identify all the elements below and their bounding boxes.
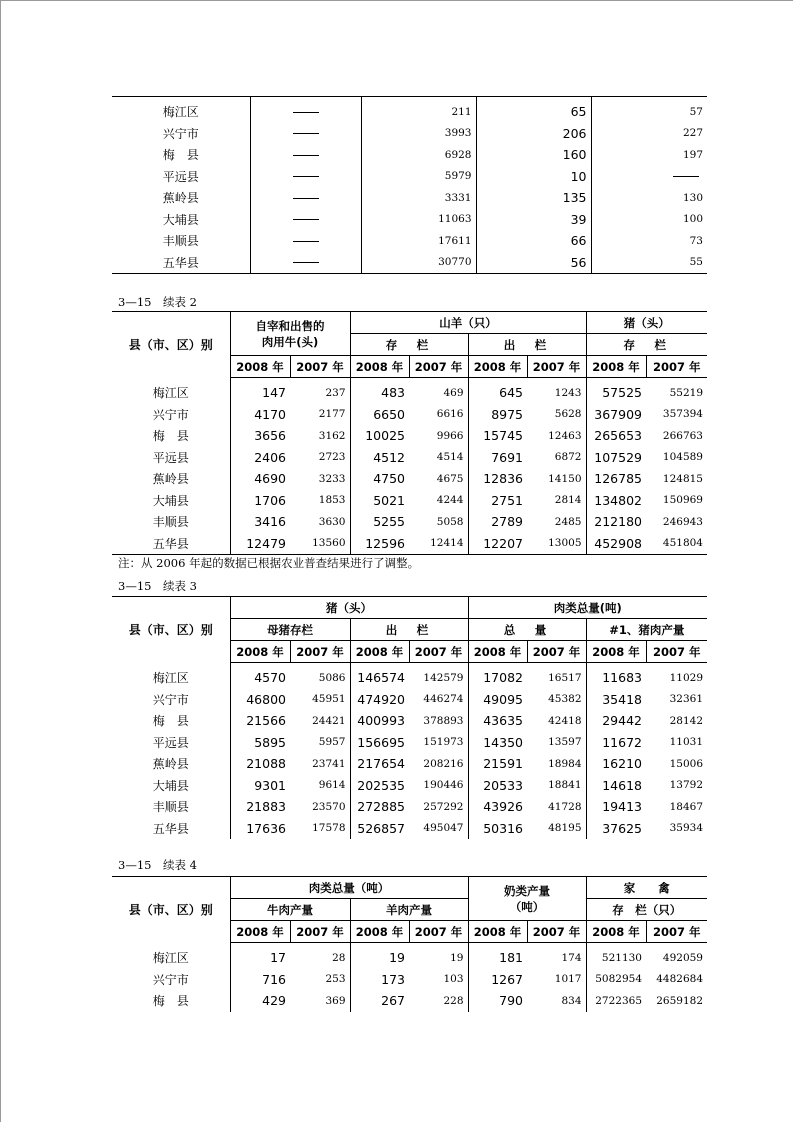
cell: 17636	[230, 818, 290, 840]
table-row	[112, 490, 707, 512]
cell: 211	[361, 97, 476, 123]
cell: 12207	[468, 533, 527, 555]
cell: 107529	[586, 447, 646, 469]
cell: 474920	[350, 689, 409, 711]
cell: 21088	[230, 753, 290, 775]
cell: 11683	[586, 663, 646, 689]
cell: 41728	[548, 800, 582, 813]
cell: 32361	[669, 693, 704, 706]
year-header: 2007 年	[646, 356, 707, 378]
cell: 124815	[662, 472, 703, 485]
county-name: 蕉岭县	[152, 472, 189, 487]
cell: 9614	[318, 779, 346, 792]
table-1-continued	[112, 96, 707, 274]
cell: 49095	[468, 689, 527, 711]
cell: 45951	[312, 693, 346, 706]
cell: 50316	[468, 818, 527, 840]
cell: 2814	[554, 494, 582, 507]
table-3	[112, 596, 707, 839]
cell: 151973	[423, 736, 464, 749]
cell: 4170	[230, 404, 290, 426]
cell: 16517	[548, 671, 582, 684]
cell: 378893	[423, 714, 464, 727]
cell: 190446	[423, 779, 464, 792]
year-header: 2008 年	[230, 356, 290, 378]
cell: 1243	[554, 386, 582, 399]
dash-cell	[250, 123, 361, 145]
cell: 19	[450, 951, 464, 964]
cell: 2485	[554, 515, 582, 528]
cell: 13560	[312, 537, 346, 550]
cell: 400993	[350, 710, 409, 732]
cell: 20533	[468, 775, 527, 797]
county-name: 兴宁市	[152, 972, 189, 987]
cell: 17611	[361, 230, 476, 252]
county-name: 蕉岭县	[152, 757, 189, 772]
table-2-caption: 3—15 续表 2	[118, 295, 197, 309]
cell: 446274	[423, 693, 464, 706]
county-name: 兴宁市	[152, 692, 189, 707]
cell: 150969	[662, 494, 703, 507]
cell: 202535	[350, 775, 409, 797]
cell: 30770	[361, 252, 476, 274]
cell: 1267	[468, 969, 527, 991]
cell: 57	[591, 97, 707, 123]
table-row	[112, 468, 707, 490]
cell: 4512	[350, 447, 409, 469]
row-header: 县（市、区）别	[112, 312, 230, 378]
subheader-mutton-output: 羊肉产量	[350, 899, 468, 921]
table-row	[112, 230, 707, 252]
table-2	[112, 311, 707, 555]
dash-cell	[250, 187, 361, 209]
table-row	[112, 166, 707, 188]
cell: 208216	[423, 757, 464, 770]
cell: 73	[591, 230, 707, 252]
county-name: 梅江区	[152, 671, 189, 685]
county-name: 兴宁市	[162, 126, 199, 141]
cell: 43926	[468, 796, 527, 818]
county-name: 兴宁市	[152, 407, 189, 422]
subheader-beef-output: 牛肉产量	[230, 899, 350, 921]
cell: 521130	[586, 943, 646, 969]
cell: 103	[443, 973, 464, 986]
table-row	[112, 187, 707, 209]
county-name: 五华县	[162, 255, 199, 270]
dash-cell	[250, 166, 361, 188]
cell: 14150	[548, 472, 582, 485]
cell: 19413	[586, 796, 646, 818]
year-header: 2008 年	[586, 356, 646, 378]
cell: 4482684	[656, 973, 703, 986]
page-edge-top	[0, 0, 793, 1]
table-row	[112, 943, 707, 969]
cell: 43635	[468, 710, 527, 732]
cell: 2723	[318, 451, 346, 464]
cell: 19	[350, 943, 409, 969]
cell: 142579	[423, 671, 464, 684]
subheader-slaughter: 出 栏	[468, 334, 586, 356]
cell: 10	[476, 166, 591, 188]
cell: 265653	[586, 425, 646, 447]
cell: 66	[476, 230, 591, 252]
county-name: 平远县	[152, 735, 189, 750]
cell: 48195	[548, 822, 582, 835]
cell: 237	[325, 386, 346, 399]
cell: 146574	[350, 663, 409, 689]
cell: 39	[476, 209, 591, 231]
cell: 483	[350, 378, 409, 404]
cell: 6872	[554, 451, 582, 464]
table-row	[112, 378, 707, 404]
cell: 5086	[318, 671, 346, 684]
cell: 14618	[586, 775, 646, 797]
cell: 12596	[350, 533, 409, 555]
table-row	[112, 123, 707, 145]
group-header-poultry: 家 禽	[586, 877, 707, 899]
cell: 267	[350, 990, 409, 1012]
county-name: 大埔县	[152, 493, 189, 508]
year-header: 2007 年	[290, 641, 350, 663]
year-header: 2007 年	[527, 356, 586, 378]
table-3-caption: 3—15 续表 3	[118, 579, 197, 593]
cell: 227	[591, 123, 707, 145]
county-name: 梅 县	[152, 429, 189, 444]
year-header: 2008 年	[350, 356, 409, 378]
cell: 11672	[586, 732, 646, 754]
county-name: 五华县	[152, 821, 189, 836]
cell: 3630	[318, 515, 346, 528]
year-header: 2007 年	[646, 921, 707, 943]
cell: 15006	[669, 757, 704, 770]
row-header: 县（市、区）别	[112, 597, 230, 663]
group-header-pig: 猪（头）	[230, 597, 468, 619]
year-header: 2008 年	[586, 921, 646, 943]
cell: 469	[443, 386, 464, 399]
cell: 228	[443, 994, 464, 1007]
cell: 9966	[436, 429, 464, 442]
cell: 266763	[662, 429, 703, 442]
cell: 716	[230, 969, 290, 991]
county-name: 大埔县	[152, 778, 189, 793]
cell: 8975	[468, 404, 527, 426]
cell: 147	[230, 378, 290, 404]
cell: 5255	[350, 511, 409, 533]
county-name: 平远县	[152, 450, 189, 465]
cell: 174	[561, 951, 582, 964]
cell: 5957	[318, 736, 346, 749]
cell: 2659182	[656, 994, 703, 1007]
cell: 367909	[586, 404, 646, 426]
cell: 2789	[468, 511, 527, 533]
subheader-stock: 存 栏	[350, 334, 468, 356]
cell: 14350	[468, 732, 527, 754]
cell: 12414	[430, 537, 464, 550]
cell: 492059	[662, 951, 703, 964]
cell: 18841	[548, 779, 582, 792]
cell: 13597	[548, 736, 582, 749]
cell: 57525	[586, 378, 646, 404]
subheader-pork-output: #1、猪肉产量	[586, 619, 707, 641]
table-row	[112, 97, 707, 123]
row-header: 县（市、区）别	[112, 877, 230, 943]
cell: 451804	[662, 537, 703, 550]
cell: 357394	[662, 408, 703, 421]
table-row	[112, 689, 707, 711]
cell: 12463	[548, 429, 582, 442]
cell: 3331	[361, 187, 476, 209]
cell: 173	[350, 969, 409, 991]
year-header: 2007 年	[290, 356, 350, 378]
cell: 42418	[548, 714, 582, 727]
table-row	[112, 732, 707, 754]
year-header: 2008 年	[230, 641, 290, 663]
cell: 5979	[361, 166, 476, 188]
subheader-slaughter: 出 栏	[350, 619, 468, 641]
year-header: 2007 年	[409, 641, 468, 663]
group-header-pig: 猪（头）	[586, 312, 707, 334]
group-header-beef: 自宰和出售的 肉用牛(头)	[230, 312, 350, 356]
cell: 181	[468, 943, 527, 969]
dash-cell	[250, 97, 361, 123]
year-header: 2008 年	[468, 356, 527, 378]
cell: 429	[230, 990, 290, 1012]
year-header: 2008 年	[468, 641, 527, 663]
cell: 10025	[350, 425, 409, 447]
county-name: 梅 县	[152, 994, 189, 1009]
cell: 12836	[468, 468, 527, 490]
cell: 2722365	[586, 990, 646, 1012]
cell: 13792	[669, 779, 704, 792]
dash-cell	[591, 166, 707, 188]
cell: 2406	[230, 447, 290, 469]
cell: 21591	[468, 753, 527, 775]
cell: 6616	[436, 408, 464, 421]
cell: 15745	[468, 425, 527, 447]
year-header: 2008 年	[350, 921, 409, 943]
cell: 2177	[318, 408, 346, 421]
table-row	[112, 990, 707, 1012]
cell: 24421	[312, 714, 346, 727]
cell: 5895	[230, 732, 290, 754]
table-row	[112, 710, 707, 732]
cell: 21566	[230, 710, 290, 732]
cell: 1853	[318, 494, 346, 507]
cell: 16210	[586, 753, 646, 775]
cell: 17578	[312, 822, 346, 835]
county-name: 大埔县	[162, 212, 199, 227]
cell: 17	[230, 943, 290, 969]
cell: 495047	[423, 822, 464, 835]
cell: 3993	[361, 123, 476, 145]
cell: 156695	[350, 732, 409, 754]
cell: 452908	[586, 533, 646, 555]
subheader-poultry-stock: 存 栏（只）	[586, 899, 707, 921]
cell: 12479	[230, 533, 290, 555]
cell: 46800	[230, 689, 290, 711]
group-header-meat-total: 肉类总量（吨）	[230, 877, 468, 899]
table-row	[112, 209, 707, 231]
cell: 6650	[350, 404, 409, 426]
cell: 272885	[350, 796, 409, 818]
cell: 160	[476, 144, 591, 166]
table-row	[112, 144, 707, 166]
cell: 55	[591, 252, 707, 274]
dash-cell	[250, 209, 361, 231]
dash-cell	[250, 144, 361, 166]
cell: 1706	[230, 490, 290, 512]
dash-cell	[250, 252, 361, 274]
cell: 28142	[669, 714, 704, 727]
county-name: 丰顺县	[162, 234, 199, 249]
table-row	[112, 404, 707, 426]
cell: 197	[591, 144, 707, 166]
cell: 13005	[548, 537, 582, 550]
cell: 11029	[669, 671, 704, 684]
cell: 4570	[230, 663, 290, 689]
group-header-milk: 奶类产量 （吨）	[468, 877, 586, 921]
subheader-sow-stock: 母猪存栏	[230, 619, 350, 641]
year-header: 2007 年	[409, 356, 468, 378]
cell: 55219	[669, 386, 703, 399]
year-header: 2008 年	[230, 921, 290, 943]
cell: 5058	[436, 515, 464, 528]
cell: 5021	[350, 490, 409, 512]
table-row	[112, 969, 707, 991]
table-row	[112, 663, 707, 689]
cell: 28	[332, 951, 346, 964]
table-row	[112, 796, 707, 818]
cell: 4750	[350, 468, 409, 490]
cell: 18984	[548, 757, 582, 770]
cell: 4690	[230, 468, 290, 490]
table-4-caption: 3—15 续表 4	[118, 858, 197, 872]
county-name: 五华县	[152, 536, 189, 551]
cell: 18467	[669, 800, 704, 813]
cell: 35934	[669, 822, 704, 835]
table-row	[112, 425, 707, 447]
cell: 5082954	[586, 969, 646, 991]
cell: 56	[476, 252, 591, 274]
cell: 4514	[436, 451, 464, 464]
cell: 45382	[548, 693, 582, 706]
table-row	[112, 533, 707, 555]
cell: 2751	[468, 490, 527, 512]
year-header: 2007 年	[527, 921, 586, 943]
cell: 790	[468, 990, 527, 1012]
year-header: 2008 年	[468, 921, 527, 943]
page-edge-left	[0, 0, 1, 1122]
county-name: 丰顺县	[152, 515, 189, 530]
cell: 3233	[318, 472, 346, 485]
year-header: 2007 年	[646, 641, 707, 663]
cell: 5628	[554, 408, 582, 421]
cell: 217654	[350, 753, 409, 775]
subheader-total: 总 量	[468, 619, 586, 641]
cell: 1017	[554, 973, 582, 986]
cell: 6928	[361, 144, 476, 166]
table-row	[112, 252, 707, 274]
cell: 834	[561, 994, 582, 1007]
cell: 4675	[436, 472, 464, 485]
dash-cell	[250, 230, 361, 252]
cell: 130	[591, 187, 707, 209]
year-header: 2007 年	[409, 921, 468, 943]
cell: 3162	[318, 429, 346, 442]
group-header-goat: 山羊（只）	[350, 312, 586, 334]
cell: 17082	[468, 663, 527, 689]
cell: 134802	[586, 490, 646, 512]
year-header: 2007 年	[527, 641, 586, 663]
table-2-note: 注：从 2006 年起的数据已根据农业普查结果进行了调整。	[118, 556, 420, 570]
county-name: 梅江区	[152, 951, 189, 965]
table-4	[112, 876, 707, 1012]
table-row	[112, 818, 707, 840]
county-name: 梅江区	[162, 105, 199, 120]
cell: 29442	[586, 710, 646, 732]
table-row	[112, 511, 707, 533]
cell: 257292	[423, 800, 464, 813]
county-name: 梅江区	[152, 386, 189, 400]
table-row	[112, 753, 707, 775]
cell: 37625	[586, 818, 646, 840]
cell: 126785	[586, 468, 646, 490]
cell: 526857	[350, 818, 409, 840]
table-row	[112, 775, 707, 797]
group-header-meat-total: 肉类总量(吨)	[468, 597, 707, 619]
cell: 135	[476, 187, 591, 209]
year-header: 2008 年	[586, 641, 646, 663]
cell: 4244	[436, 494, 464, 507]
county-name: 梅 县	[152, 714, 189, 729]
cell: 21883	[230, 796, 290, 818]
cell: 11031	[669, 736, 704, 749]
cell: 645	[468, 378, 527, 404]
cell: 9301	[230, 775, 290, 797]
cell: 23570	[312, 800, 346, 813]
cell: 7691	[468, 447, 527, 469]
table-row	[112, 447, 707, 469]
cell: 104589	[662, 451, 703, 464]
cell: 253	[325, 973, 346, 986]
county-name: 梅 县	[162, 148, 199, 163]
subheader-stock: 存 栏	[586, 334, 707, 356]
cell: 246943	[662, 515, 703, 528]
cell: 100	[591, 209, 707, 231]
county-name: 丰顺县	[152, 800, 189, 815]
county-name: 平远县	[162, 169, 199, 184]
cell: 65	[476, 97, 591, 123]
year-header: 2008 年	[350, 641, 409, 663]
cell: 212180	[586, 511, 646, 533]
cell: 35418	[586, 689, 646, 711]
year-header: 2007 年	[290, 921, 350, 943]
cell: 23741	[312, 757, 346, 770]
cell: 3656	[230, 425, 290, 447]
county-name: 蕉岭县	[162, 191, 199, 206]
cell: 11063	[361, 209, 476, 231]
cell: 369	[325, 994, 346, 1007]
cell: 3416	[230, 511, 290, 533]
cell: 206	[476, 123, 591, 145]
